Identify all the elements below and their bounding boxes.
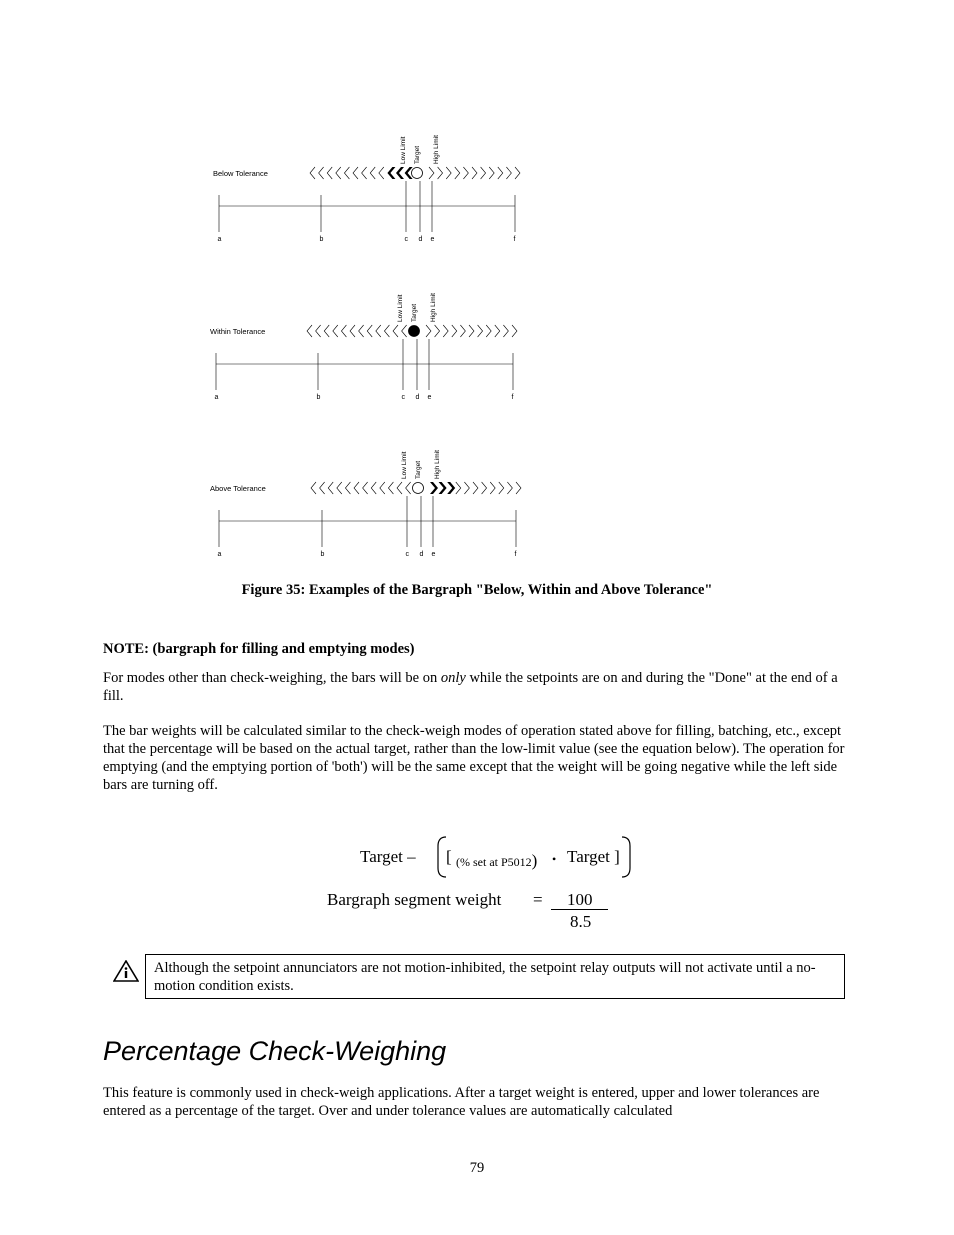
bar-segment-left [397, 482, 402, 494]
equation-open-bracket: [ [446, 847, 452, 866]
equation-right-brace [620, 836, 632, 878]
low-limit-label: Low Limit [400, 136, 407, 164]
equation-equals: = [533, 890, 543, 909]
equation-fraction-bar [551, 909, 608, 910]
bar-segment-left [324, 325, 329, 337]
bar-segment-left [350, 325, 355, 337]
tick-letter: a [214, 394, 219, 401]
bar-segment-left [402, 325, 407, 337]
tick-letter: a [217, 236, 222, 243]
target-label: Target [414, 145, 421, 164]
bar-segment-left [359, 325, 364, 337]
bar-segment-right [481, 167, 486, 179]
high-limit-label: High Limit [434, 450, 441, 479]
target-indicator [409, 326, 420, 337]
bar-segment-left [353, 167, 358, 179]
tick-letter: b [316, 394, 321, 401]
bar-segment-right [463, 167, 468, 179]
bar-segment-left [384, 325, 389, 337]
bar-segment-right [503, 325, 508, 337]
bar-segment-right [482, 482, 487, 494]
bar-segment-right [495, 325, 500, 337]
tick-letter: c [404, 236, 408, 243]
tick-letter: d [419, 551, 424, 558]
bar-segment-left [362, 167, 367, 179]
bar-segment-right [447, 482, 455, 494]
bar-segment-left [336, 167, 341, 179]
bar-segment-right [515, 167, 520, 179]
high-limit-label: High Limit [430, 293, 437, 322]
target-label: Target [415, 460, 422, 479]
equation-target-minus: Target – [360, 847, 416, 866]
low-limit-label: Low Limit [401, 451, 408, 479]
bar-segment-left [344, 167, 349, 179]
bar-segment-right [452, 325, 457, 337]
bar-segment-left [337, 482, 342, 494]
equation-lhs: Bargraph segment weight [327, 890, 502, 909]
paragraph-modes [103, 669, 853, 705]
row-label: Within Tolerance [210, 327, 266, 336]
bar-segment-right [478, 325, 483, 337]
warning-triangle-icon [113, 960, 139, 982]
bar-segment-left [393, 325, 398, 337]
bar-segment-left [376, 325, 381, 337]
bargraph-figure [0, 0, 954, 580]
tick-letter: f [513, 236, 516, 243]
paragraph-bar-weights: The bar weights will be calculated similar to the check-weigh modes of operation stated above for filling, batching, etc., except that the percentage will be based on the actual target, rather than the low-limit value (see the equation below). The operation for emptying (and the emptying portion of 'both') will be the same except that the weight will be going negative while the left side bars are turning off. [103, 723, 845, 793]
paragraph-modes-emphasis: only [440, 670, 466, 686]
bar-segment-left [406, 482, 411, 494]
bar-segment-right [499, 482, 504, 494]
bar-segment-left [333, 325, 338, 337]
target-indicator [412, 168, 423, 179]
bar-segment-left [371, 482, 376, 494]
bar-segment-right [489, 167, 494, 179]
section-title: Percentage Check-Weighing [103, 1036, 447, 1066]
note-heading: NOTE: (bargraph for filling and emptying modes) [103, 641, 415, 657]
paragraph-modes-before: For modes other than check-weighing, the bars will be on [103, 670, 441, 686]
bar-segment-left [367, 325, 372, 337]
warning-text: Although the setpoint annunciators are not motion-inhibited, the setpoint relay outputs will not activate until a no-motion condition exists. [154, 960, 816, 994]
bar-segment-left [396, 167, 404, 179]
figure-caption: Figure 35: Examples of the Bargraph "Below, Within and Above Tolerance" [241, 582, 713, 598]
tick-letter: c [401, 394, 405, 401]
bar-segment-left [310, 167, 315, 179]
target-label: Target [411, 303, 418, 322]
bar-segment-left [320, 482, 325, 494]
bar-segment-left [363, 482, 368, 494]
bar-segment-right [486, 325, 491, 337]
tick-letter: a [217, 551, 222, 558]
bar-segment-right [435, 325, 440, 337]
bar-segment-right [430, 482, 438, 494]
tick-letter: d [418, 236, 423, 243]
equation-percent-text: (% set at P5012) [456, 851, 538, 870]
bar-segment-left [380, 482, 385, 494]
low-limit-label: Low Limit [397, 294, 404, 322]
bar-segment-right [464, 482, 469, 494]
tick-letter: c [405, 551, 409, 558]
bar-segment-left [387, 167, 395, 179]
tick-letter: d [415, 394, 420, 401]
bar-segment-right [473, 482, 478, 494]
tick-letter: f [514, 551, 517, 558]
warning-box [145, 954, 845, 999]
row-label: Below Tolerance [213, 169, 268, 178]
bar-segment-right [506, 167, 511, 179]
bar-segment-right [460, 325, 465, 337]
tick-letter: f [511, 394, 514, 401]
bar-segment-right [472, 167, 477, 179]
bar-segment-right [455, 167, 460, 179]
paragraph-percentage-intro: This feature is commonly used in check-weigh applications. After a target weight is entered, upper and lower tolerances are entered as a percentage of the target. Over and under tolerance values are automatically calculated [103, 1085, 820, 1119]
tick-letter: b [319, 236, 324, 243]
paragraph-modes-after: while the setpoints are on and during the "Done" at the end of a fill. [103, 670, 838, 704]
equation-numerator: 100 [567, 890, 593, 909]
bar-segment-right [498, 167, 503, 179]
bar-segment-right [512, 325, 517, 337]
bar-segment-left [319, 167, 324, 179]
tick-letter: e [431, 551, 436, 558]
bar-segment-left [328, 482, 333, 494]
tick-letter: b [320, 551, 325, 558]
bar-segment-left [370, 167, 375, 179]
high-limit-label: High Limit [433, 135, 440, 164]
row-label: Above Tolerance [210, 484, 266, 493]
bar-segment-right [469, 325, 474, 337]
bar-segment-right [507, 482, 512, 494]
tick-letter: e [430, 236, 435, 243]
page-number: 79 [469, 1160, 485, 1176]
tick-letter: e [427, 394, 432, 401]
bar-segment-left [307, 325, 312, 337]
equation-bullet: • [552, 852, 557, 866]
bar-segment-right [438, 167, 443, 179]
bar-segment-right [490, 482, 495, 494]
bar-segment-right [443, 325, 448, 337]
bar-segment-right [516, 482, 521, 494]
bar-segment-right [439, 482, 447, 494]
target-indicator [413, 483, 424, 494]
bar-segment-right [456, 482, 461, 494]
bargraph-diagram [0, 0, 954, 580]
bar-segment-right [446, 167, 451, 179]
bar-segment-left [341, 325, 346, 337]
bar-segment-left [354, 482, 359, 494]
bar-segment-right [429, 167, 434, 179]
bar-segment-left [327, 167, 332, 179]
equation-denominator: 8.5 [570, 912, 592, 931]
bar-segment-right [426, 325, 431, 337]
equation-target-inner: Target ] [567, 847, 620, 866]
bar-segment-left [388, 482, 393, 494]
bar-segment-left [311, 482, 316, 494]
bar-segment-left [316, 325, 321, 337]
bar-segment-left [379, 167, 384, 179]
bar-segment-left [345, 482, 350, 494]
